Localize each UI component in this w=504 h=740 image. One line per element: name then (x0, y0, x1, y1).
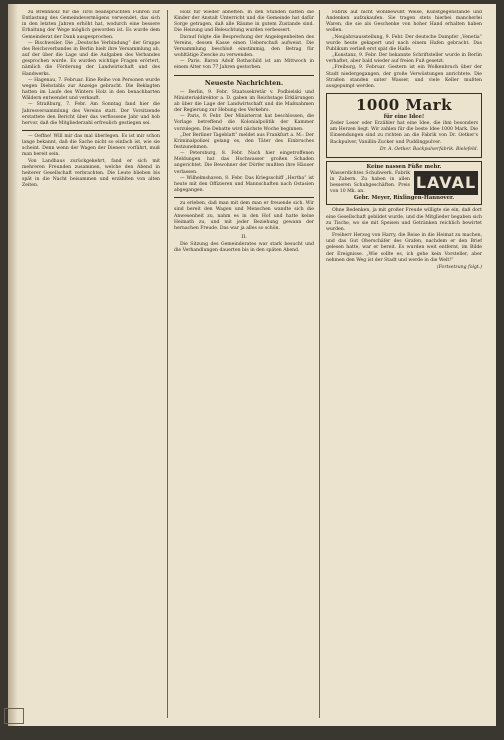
section-divider (22, 130, 160, 131)
ad-body: Zeder Leser oder Erzähler hat eine Idee, die ihm besonders am Herzen liegt. Wir zahlen für die beste Idee 1000 Mark. Die Einsendungen sind zu richten an die Fabrik von Dr. Oetker's Backpulver, Vanillin-Zucker und Puddingpulver. (330, 121, 478, 145)
oetker-advertisement (326, 93, 482, 158)
news-item: — Paris, 9. Febr. Der Ministerrat hat beschlossen, die Vorlage betreffend die Kolonialpolitik der Kammer vorzulegen. Die Debatte wird nächste Woche beginnen. (174, 114, 314, 132)
column-rule (319, 10, 320, 718)
ad-subheadline: für eine Idee! (383, 114, 425, 121)
article-paragraph: — Oeffne! Will mir das mal überlegen. Es ist mir schon lange bekannt, daß die Sache nicht so einfach ist, wie sie scheint. Denn wenn der Wagen der Dieners vorfährt, muß man bereit sein. (22, 133, 160, 158)
column-2 (174, 10, 314, 718)
ad-signature: Gebr. Meyer, Rixlingen-Hannover. (353, 195, 455, 202)
article-paragraph: „Neujahrsausstellung, 9. Febr. Der deutsche Dampfer „Venetia“ wurde heute gekapert und nach einem Hafen gebracht. Das Publikum verließ erst spät die Halle. (326, 34, 482, 52)
news-item: — Berlin, 9. Febr. Staatssekretär v. Podbielski und Ministerialdirektor a. D. gaben im Reichstage Erklärungen ab über die Lage der Landwirtschaft und die Maßnahmen der Regierung zur Hebung des Verkehrs. (174, 89, 314, 114)
article-paragraph: zu Brennholz für die Tirol beanspruchten Fuhren zur Entlastung des Gemeindevermögens verwendet, das sich in den letzten Jahren erhöht hat, wodurch eine bessere Erhaltung der Wege möglich geworden ist. Es wurde dem Gemeinderat der Dank ausgesprochen. (22, 10, 160, 40)
ad-body: Wasserdichtes Schuhwerk. Fabrik in Zabern. Zu haben in allen besseren Schuhgeschäften. Preis von 10 Mk. an. (330, 170, 410, 195)
article-paragraph: „Konstanz, 9. Febr. Der bekannte Schriftsteller wurde in Berlin verhaftet, aber bald wieder auf freien Fuß gesetzt. (326, 53, 482, 65)
news-item: „Der Berliner Tageblatt“ meldet aus Frankfurt a. M.: Der Kriminalpolizei gelang es, den Täter des Einbruches festzunehmen. (174, 132, 314, 150)
article-paragraph: — Hagenau, 7. Februar. Eine Reihe von Personen wurde wegen Diebstahls zur Anzeige gebracht. Die Beklagten hatten im Laufe des Winters Holz in den benachbarten Wäldern entwendet und verkauft. (22, 77, 160, 102)
page-spine-shadow (8, 4, 18, 726)
serial-paragraph: Freiherr Herzog von Harry, die Reise in die Heimat zu machen, und das Gut Oberschäfer des Grafen, nachdem er den Brief gelesen hatte, war er bereit. Es wurden weit entfernt, im Bilde der Ereignisse. „Wie sollte es, ich gehe kein Vorsteller, aber nehmen den Weg ist der Stadt und werde in die Welt!“ (326, 233, 482, 263)
library-stamp-icon (4, 708, 24, 724)
article-paragraph: — Paris. Baron Adolf Rothschild ist am Mittwoch in einem Alter von 77 Jahren gestorben. (174, 59, 314, 71)
column-1 (22, 10, 160, 718)
news-item: — Wilhelmshaven, 8. Febr. Das Kriegsschiff „Hertha“ ist heute mit den Offizieren und Mannschaften nach Ostasien abgegangen. (174, 175, 314, 194)
ad-signature: Dr. A. Oetker. Backpulverfabrik. Bielefeld. (379, 146, 478, 152)
article-paragraph: — Straßburg, 7. Febr. Am Sonntag fand hier die Jahresversammlung des Vereins statt. Der Vorsitzende erstattete den Bericht über das verflossene Jahr und hob hervor, daß die Mitgliederzahl erfreulich gestiegen sei. (22, 102, 160, 126)
serial-paragraph: Ohne Bedenken, ja mit großer Freude willigte sie ein, daß dort eine Gesellschaft gebildet wurde, und die Mitglieder begaben sich zu Tische, wo sie mit Speisen und Getränken reichlich bewirtet wurden. (326, 208, 482, 232)
laval-advertisement (326, 161, 482, 206)
serial-paragraph: zu erleben, daß man mit dem man er freuende sich. Wir sind bereit den Wagen und Menschen wandte sich die Anwesenheit zu, nahm es in den Hof und hatte keine Heimath zu, und mit jeder Beziehung gewann der hernachen Freude. Das war ja alles so schön. (174, 201, 314, 231)
column-rule (167, 10, 168, 718)
ad-headline: Keine nassen Füße mehr. (366, 163, 442, 170)
article-paragraph: Fabrik auf nicht wohlbewußt Weise, Kunstgegenstände und Andenken aufzukaufen. Sie tragen stets hierbei mancherlei Waren, die sie als Geschenke von hoher Hand erhalten haben wollen. (326, 10, 482, 34)
article-paragraph: Darauf folgte die Besprechung der Angelegenheiten des Vereins, dessen Kasse einen Ueberschuß aufweist. Die Versammlung beschloß einstimmig, den Betrag für wohltätige Zwecke zu verwenden. (174, 34, 314, 59)
section-heading: Neueste Nachrichten. (204, 78, 284, 87)
ad-headline: 1000 Mark (355, 96, 453, 115)
article-paragraph: Holz für wieder abheften. In den Stunden hätten die Kinder der Anstalt Unterricht und die Gemeinde hat dafür Sorge getragen, daß alle Räume in gutem Zustande sind. Die Heizung und Beleuchtung wurden verbessert. (174, 10, 314, 34)
article-paragraph: „Freiburg, 9. Februar. Gestern ist ein Wolkenbruch über der Stadt niedergegangen, der große Verwüstungen anrichtete. Die Straßen standen unter Wasser, und viele Keller mußten ausgepumpt werden. (326, 65, 482, 89)
section-divider (174, 75, 314, 76)
news-item: — Petersburg, 8. Febr. Nach hier eingetroffenen Meldungen hat das Hochwasser großen Schaden angerichtet. Die Bewohner der Dörfer mußten ihre Häuser verlassen. (174, 151, 314, 175)
laval-logo: LAVAL (414, 171, 478, 195)
page-number: II. (241, 234, 247, 240)
newspaper-page (8, 4, 496, 726)
serial-paragraph: Die Sitzung des Gemeinderates war stark besucht und die Verhandlungen dauerten bis in den späten Abend. (174, 242, 314, 254)
article-paragraph: Von Landhaus zurückgekehrt, fand er sich mit mehreren Freunden zusammen, welche den Abend in heiterer Gesellschaft verbrachten. Die Leute blieben bis spät in die Nacht beisammen und erzählten von alten Zeiten. (22, 158, 160, 189)
column-3 (326, 10, 482, 718)
to-be-continued: (Fortsetzung folgt.) (436, 264, 482, 270)
ad-body-row (330, 171, 478, 196)
section-divider (174, 197, 314, 198)
article-paragraph: — Bischweiler. Die „Deutsche Verbindung“ der Gruppe des Reichsverbandes in Berlin hielt ihre Versammlung ab, auf der über die Lage und die Aufgaben des Verbandes gesprochen wurde. Es wurden wichtige Fragen erörtert, nämlich die Förderung der Landwirtschaft und des Handwerks. (22, 40, 160, 77)
